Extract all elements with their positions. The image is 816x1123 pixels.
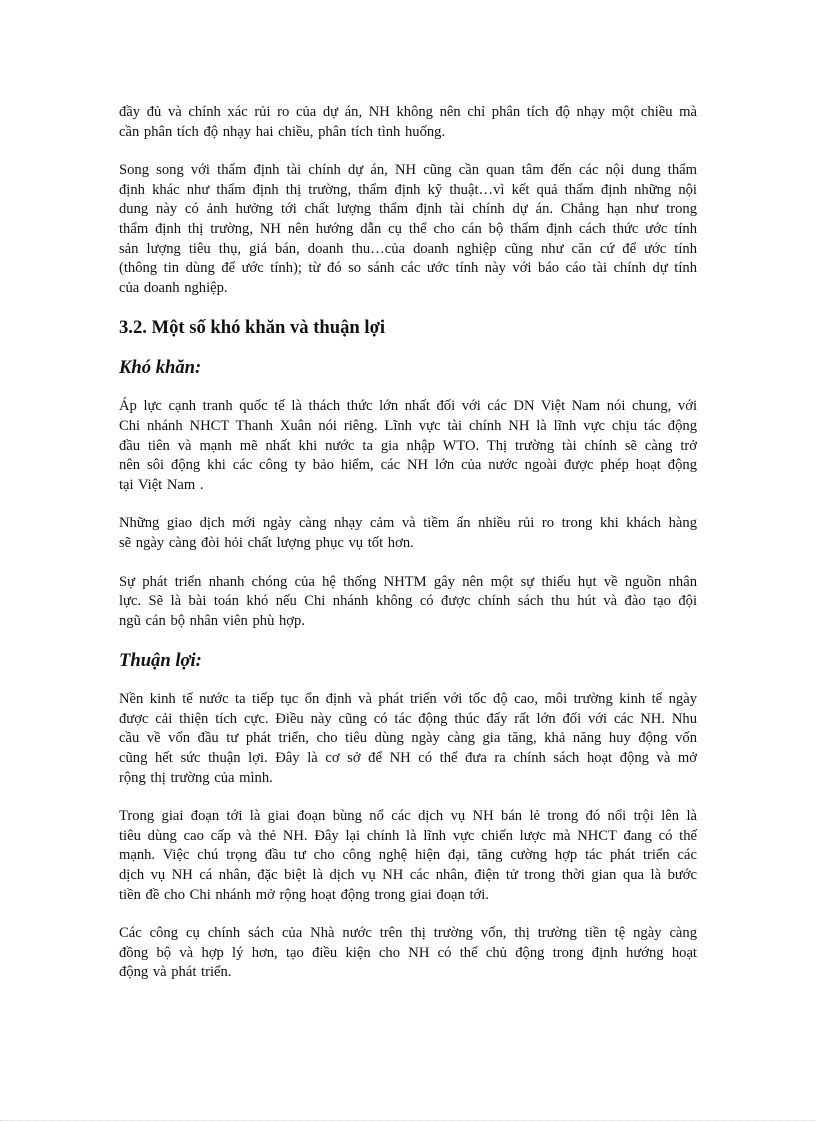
section-heading: 3.2. Một số khó khăn và thuận lợi <box>119 317 386 339</box>
text-line: tại Việt Nam . <box>119 476 204 493</box>
text-line: Chi nhánh NHCT Thanh Xuân nói riêng. Lĩnh vực tài chính NH là lĩnh vực chịu tác động <box>119 417 697 434</box>
text-line: tiền đề cho Chi nhánh mở rộng hoạt động trong giai đoạn tới. <box>119 886 489 903</box>
text-line: được cải thiện tích cực. Điều này cũng có tác động thúc đẩy rất lớn đối với các NH. Nhu <box>119 710 697 727</box>
text-line: Trong giai đoạn tới là giai đoạn bùng nổ các dịch vụ NH bán lẻ trong đó nổi trội lên là <box>119 808 697 825</box>
text-line: Sự phát triển nhanh chóng của hệ thống NHTM gây nên một sự thiếu hụt về nguồn nhân <box>119 573 697 590</box>
subheading-difficulties: Khó khăn: <box>119 357 202 379</box>
text-line: sẽ ngày càng đòi hỏi chất lượng phục vụ tốt hơn. <box>119 534 414 551</box>
text-line: đầy đủ và chính xác rủi ro của dự án, NH không nên chỉ phân tích độ nhạy một chiều mà <box>119 104 697 120</box>
text-line: sản lượng tiêu thụ, giá bán, doanh thu…của doanh nghiệp cũng như căn cứ để ước tính <box>119 240 697 257</box>
text-line: Áp lực cạnh tranh quốc tế là thách thức lớn nhất đối với các DN Việt Nam nói chung, với <box>119 398 697 415</box>
text-line: của doanh nghiệp. <box>119 279 228 296</box>
text-line: nên sôi động khi các công ty bảo hiểm, các NH lớn của nước ngoài được phép hoạt động <box>119 457 697 474</box>
paragraph-hr-shortage <box>119 573 697 632</box>
text-line: (thông tin dùng để ước tính); từ đó so sánh các ước tính này với báo cáo tài chính dự tính <box>119 260 697 277</box>
paragraph-retail-services <box>119 807 697 905</box>
paragraph-other-appraisals <box>119 161 697 298</box>
text-line: Song song với thẩm định tài chính dự án, NH cũng cần quan tâm đến các nội dung thẩm <box>119 162 697 179</box>
text-line: cầu về vốn đầu tư phát triển, cho tiêu dùng ngày càng gia tăng, khả năng huy động vốn <box>119 730 697 747</box>
paragraph-new-transactions <box>119 514 697 553</box>
text-line: rộng thị trường của mình. <box>119 769 273 786</box>
text-line: đồng bộ và hợp lý hơn, tạo điều kiện cho NH có thể chủ động trong định hướng hoạt <box>119 944 697 961</box>
text-line: Những giao dịch mới ngày càng nhạy cảm và tiềm ẩn nhiều rủi ro trong khi khách hàng <box>119 515 697 532</box>
paragraph-economy <box>119 690 697 788</box>
text-line: Các công cụ chính sách của Nhà nước trên thị trường vốn, thị trường tiền tệ ngày càng <box>119 925 697 942</box>
text-line: động và phát triển. <box>119 964 232 981</box>
text-line: tiêu dùng cao cấp và thẻ NH. Đây lại chính là lĩnh vực chiến lược mà NHCT đang có thế <box>119 827 697 844</box>
text-line: thẩm định thị trường, NH nên hướng dẫn cụ thể cho cán bộ thẩm định cách thức ước tính <box>119 220 697 237</box>
text-line: định khác như thẩm định thị trường, thẩm định kỹ thuật…vì kết quả thẩm định những nội <box>119 181 697 198</box>
text-line: dung này có ảnh hưởng tới chất lượng thẩm định tài chính dự án. Chẳng hạn như trong <box>119 201 697 218</box>
text-line: cũng hết sức thuận lợi. Đây là cơ sở để NH có thể đưa ra chính sách hoạt động và mở <box>119 750 697 767</box>
text-line: dịch vụ NH cá nhân, đặc biệt là dịch vụ NH các nhân, điện tử trong thời gian qua là bước <box>119 867 697 884</box>
text-line: cần phân tích độ nhạy hai chiều, phân tích tình huống. <box>119 123 446 140</box>
paragraph-competition <box>119 397 697 495</box>
document-page <box>119 103 697 1002</box>
subheading-advantages: Thuận lợi: <box>119 650 202 672</box>
text-line: ngũ cán bộ nhân viên phù hợp. <box>119 612 305 629</box>
page-bottom-divider <box>0 1120 816 1121</box>
text-line: lực. Sẽ là bài toán khó nếu Chi nhánh không có được chính sách thu hút và đào tạo đội <box>119 593 697 610</box>
text-line: mạnh. Việc chú trọng đầu tư cho công nghệ hiện đại, tăng cường hợp tác phát triển các <box>119 847 697 864</box>
paragraph-policy-tools <box>119 924 697 983</box>
text-line: đầu tiên và mạnh mẽ nhất khi nước ta gia nhập WTO. Thị trường tài chính sẽ càng trở <box>119 437 697 454</box>
paragraph-sensitivity-analysis <box>119 103 697 142</box>
text-line: Nền kinh tế nước ta tiếp tục ổn định và phát triển với tốc độ cao, môi trường kinh tế ngày <box>119 691 697 708</box>
